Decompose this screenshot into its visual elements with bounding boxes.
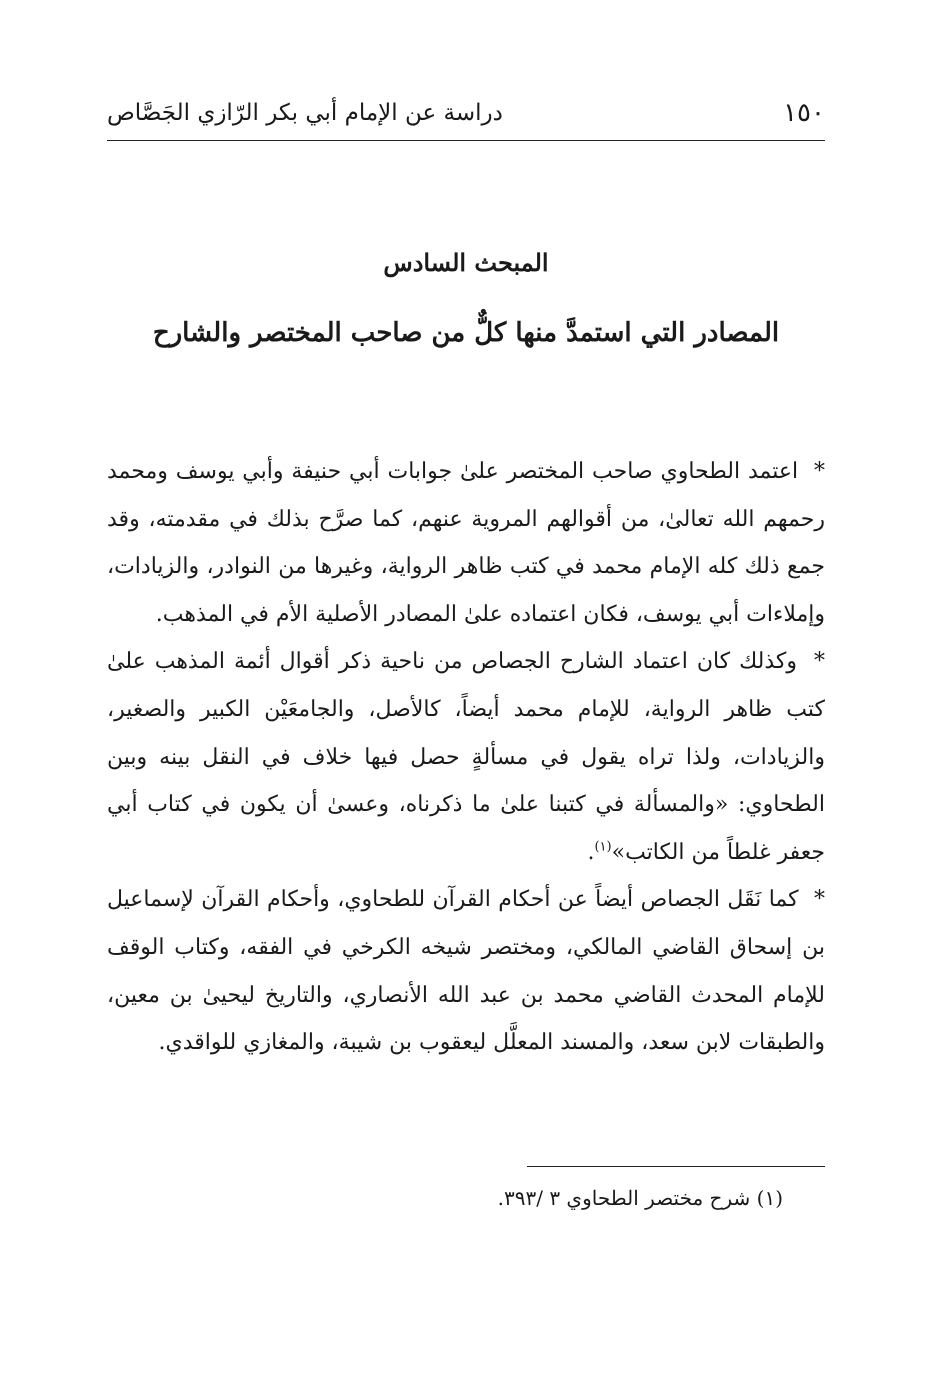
- footnote-reference[interactable]: (١): [594, 839, 612, 855]
- paragraph-2: [107, 638, 825, 876]
- footnote: [107, 1186, 783, 1210]
- paragraph-tail: .: [587, 839, 595, 865]
- asterisk-bullet: *: [814, 887, 826, 913]
- paragraph-1: [107, 448, 825, 638]
- page-number: ١٥٠: [783, 98, 825, 128]
- paragraph-text: وكذلك كان اعتماد الشارح الجصاص من ناحية ذكر أقوال أئمة المذهب علىٰ كتب ظاهر الرواية، للإمام محمد أيضاً، كالأصل، والجامعَيْن الكبير والصغير، والزيادات، ولذا تراه يقول في مسألةٍ حصل فيها خلاف في النقل بينه وبين الطحاوي: «والمسألة في كتبنا علىٰ ما ذكرناه، وعسىٰ أن يكون في كتاب أبي جعفر غلطاً من الكاتب»: [107, 649, 825, 865]
- footnote-text: شرح مختصر الطحاوي ٣ /٣٩٣.: [497, 1186, 751, 1210]
- header-title: دراسة عن الإمام أبي بكر الرّازي الجَصَّاص: [107, 100, 503, 126]
- asterisk-bullet: *: [814, 459, 825, 484]
- footnote-marker: (١): [756, 1186, 783, 1210]
- section-label: المبحث السادس: [383, 248, 549, 277]
- paragraph-text: اعتمد الطحاوي صاحب المختصر علىٰ جوابات أبي حنيفة وأبي يوسف ومحمد رحمهم الله تعالىٰ، من أقوالهم المروية عنهم، كما صرَّح بذلك في مقدمته، وقد جمع ذلك كله الإمام محمد في كتب ظاهر الرواية، وغيرها من النوادر، والزيادات، وإملاءات أبي يوسف، فكان اعتماده علىٰ المصادر الأصلية الأم في المذهب.: [107, 459, 825, 627]
- footnote-divider: [527, 1166, 825, 1167]
- paragraph-text: كما نَقَل الجصاص أيضاً عن أحكام القرآن للطحاوي، وأحكام القرآن لإسماعيل بن إسحاق القاضي المالكي، ومختصر شيخه الكرخي في الفقه، وكتاب الوقف للإمام المحدث القاضي محمد بن عبد الله الأنصاري، والتاريخ ليحيىٰ بن معين، والطبقات لابن سعد، والمسند المعلَّل ليعقوب بن شيبة، والمغازي للواقدي.: [107, 887, 825, 1056]
- paragraph-3: [107, 876, 825, 1066]
- body-text: [107, 448, 825, 1067]
- running-header: [107, 96, 825, 141]
- section-heading: المصادر التي استمدَّ منها كلٌّ من صاحب المختصر والشارح: [152, 318, 780, 348]
- asterisk-bullet: *: [813, 649, 825, 675]
